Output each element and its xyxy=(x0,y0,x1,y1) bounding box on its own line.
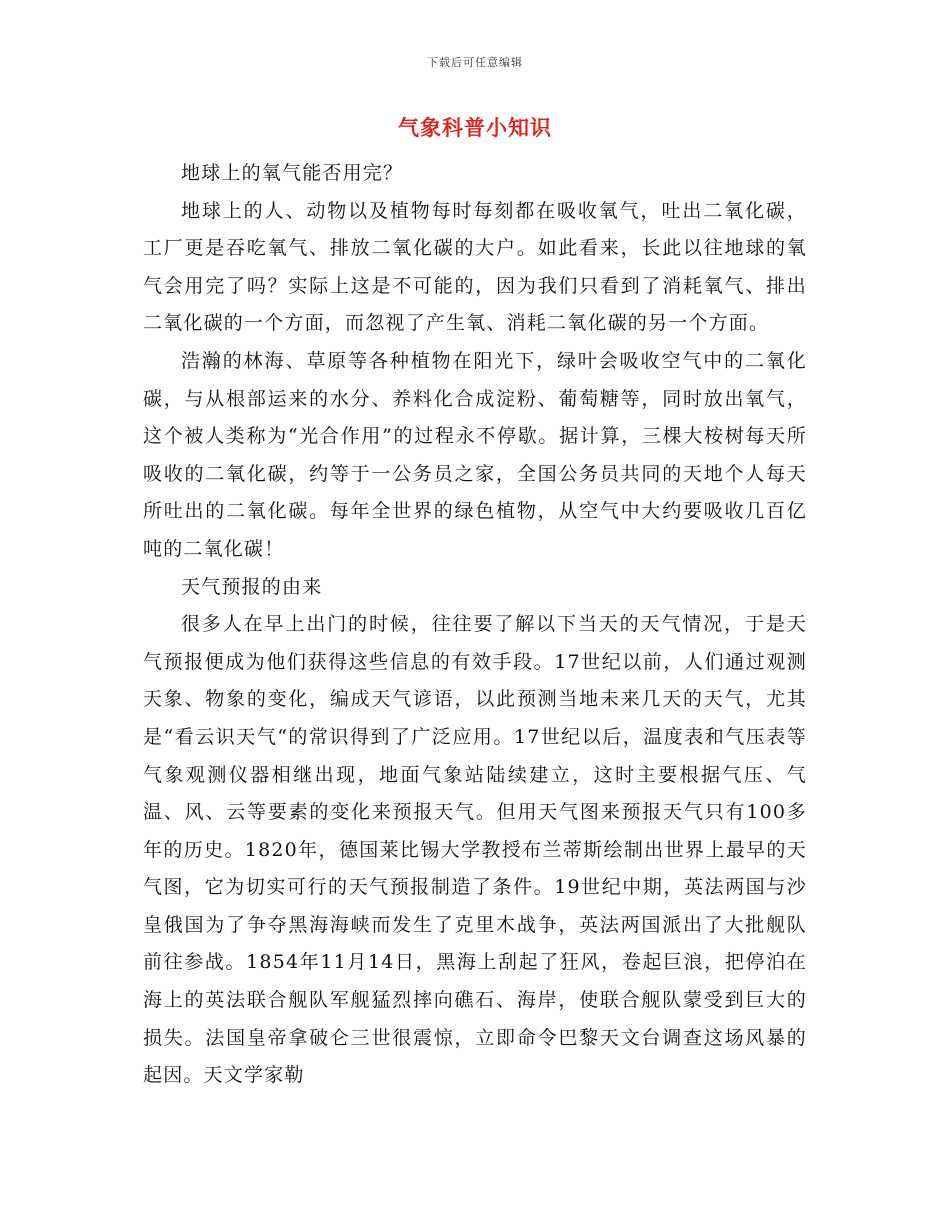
paragraph-oxygen-consumption: 地球上的人、动物以及植物每时每刻都在吸收氧气，吐出二氧化碳，工厂更是吞吃氧气、排放二氧化碳的大户。如此看来，长此以往地球的氧气会用完了吗？实际上这是不可能的，因为我们只看到了消耗氧气、排出二氧化碳的一个方面，而忽视了产生氧、消耗二氧化碳的另一个方面。 xyxy=(143,199,807,335)
document-body xyxy=(143,155,807,1095)
paragraph-photosynthesis: 浩瀚的林海、草原等各种植物在阳光下，绿叶会吸收空气中的二氧化碳，与从根部运来的水分、养料化合成淀粉、葡萄糖等，同时放出氧气，这个被人类称为“光合作用”的过程永不停歇。据计算，三棵大桉树每天所吸收的二氧化碳，约等于一公务员之家，全国公务员共同的天地个人每天所吐出的二氧化碳。每年全世界的绿色植物，从空气中大约要吸收几百亿吨的二氧化碳！ xyxy=(143,349,807,560)
paragraph-forecast-history: 很多人在早上出门的时候，往往要了解以下当天的天气情况，于是天气预报便成为他们获得这些信息的有效手段。17世纪以前，人们通过观测天象、物象的变化，编成天气谚语，以此预测当地未来几天的天气，尤其是“看云识天气“的常识得到了广泛应用。17世纪以后，温度表和气压表等气象观测仪器相继出现，地面气象站陆续建立，这时主要根据气压、气温、风、云等要素的变化来预报天气。但用天气图来预报天气只有100多年的历史。1820年，德国莱比锡大学教授布兰蒂斯绘制出世界上最早的天气图，它为切实可行的天气预报制造了条件。19世纪中期，英法两国与沙皇俄国为了争夺黑海海峡而发生了克里木战争，英法两国派出了大批舰队前往参战。1854年11月14日，黑海上刮起了狂风，卷起巨浪，把停泊在海上的英法联合舰队军舰猛烈摔向礁石、海岸，使联合舰队蒙受到巨大的损失。法国皇帝拿破仑三世很震惊，立即命令巴黎天文台调查这场风暴的起因。天文学家勒 xyxy=(143,613,807,1087)
document-title: 气象科普小知识 xyxy=(398,115,552,140)
header-note: 下载后可任意编辑 xyxy=(427,56,523,69)
question-heading-oxygen: 地球上的氧气能否用完？ xyxy=(181,162,404,184)
section-heading-forecast: 天气预报的由来 xyxy=(181,575,323,598)
